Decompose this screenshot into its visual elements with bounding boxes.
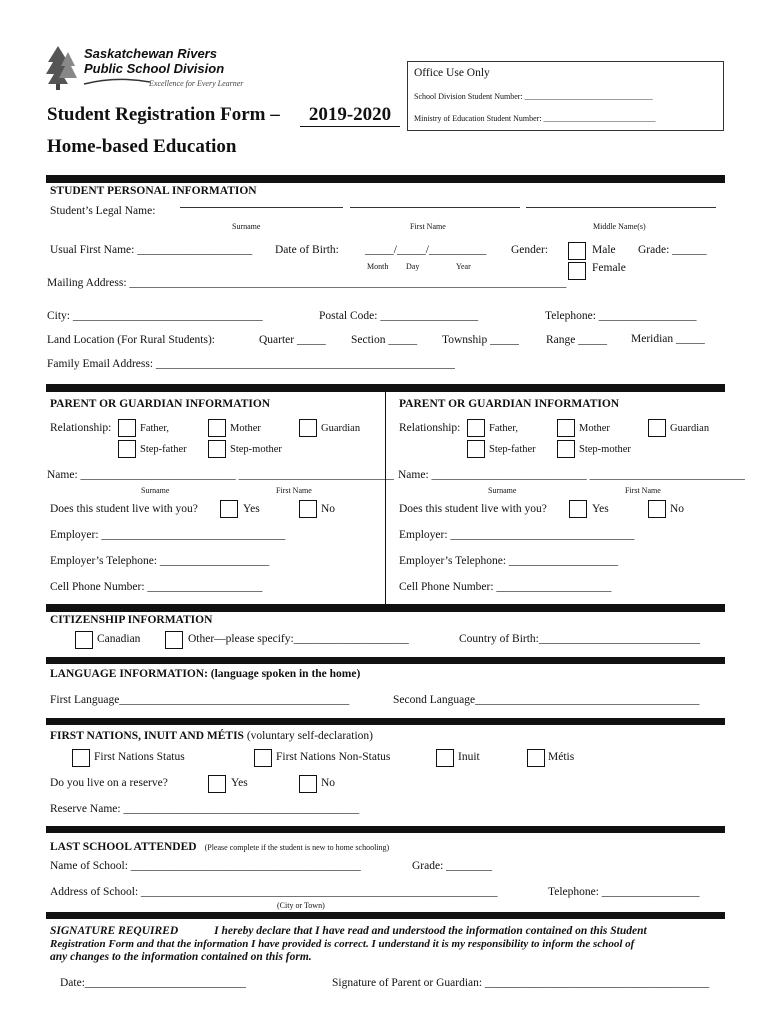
language-heading: LANGUAGE INFORMATION: (language spoken in the home) — [50, 668, 361, 680]
section-divider — [46, 718, 725, 725]
logo-line-1: Saskatchewan Rivers — [84, 46, 217, 61]
other-citizenship-checkbox[interactable] — [165, 631, 183, 649]
range-field[interactable]: Range _____ — [546, 334, 608, 346]
fn-non-status-checkbox[interactable] — [254, 749, 272, 767]
usual-first-name-field[interactable]: Usual First Name: ____________________ — [50, 244, 253, 256]
parent-1-lives-with-label: Does this student live with you? — [50, 503, 198, 515]
grade-field[interactable]: Grade: ______ — [638, 244, 707, 256]
school-division-number-field[interactable]: School Division Student Number: ________________________________ — [414, 92, 653, 101]
dob-field[interactable]: _____/_____/__________ — [365, 244, 487, 256]
first-language-field[interactable]: First Language________________________________________ — [50, 694, 350, 706]
parent-2-surname-caption: Surname — [488, 486, 517, 495]
parent-2-guardian-checkbox[interactable] — [648, 419, 666, 437]
reserve-yes-checkbox[interactable] — [208, 775, 226, 793]
declaration-line-1: I hereby declare that I have read and understood the information contained on this Student — [214, 925, 647, 937]
office-use-title: Office Use Only — [414, 67, 490, 79]
reserve-question: Do you live on a reserve? — [50, 777, 168, 789]
section-divider — [46, 175, 725, 183]
parent-1-father-label: Father, — [140, 423, 170, 434]
township-field[interactable]: Township _____ — [442, 334, 519, 346]
parent-1-employer-phone-field[interactable]: Employer’s Telephone: ___________________ — [50, 555, 270, 567]
parent-2-guardian-label: Guardian — [670, 423, 710, 434]
parent-2-yes-label: Yes — [592, 503, 609, 515]
postal-code-field[interactable]: Postal Code: _________________ — [319, 310, 479, 322]
parent-2-father-label: Father, — [489, 423, 519, 434]
parent-2-yes-checkbox[interactable] — [569, 500, 587, 518]
parent-1-yes-label: Yes — [243, 503, 260, 515]
first-name-caption: First Name — [410, 222, 446, 231]
parent-1-stepfather-label: Step-father — [140, 444, 187, 455]
reserve-yes-label: Yes — [231, 777, 248, 789]
quarter-field[interactable]: Quarter _____ — [259, 334, 326, 346]
ministry-number-field[interactable]: Ministry of Education Student Number: ____________________________ — [414, 114, 656, 123]
fn-non-status-label: First Nations Non-Status — [276, 751, 391, 763]
city-town-caption: (City or Town) — [277, 901, 325, 910]
personal-heading: STUDENT PERSONAL INFORMATION — [50, 185, 257, 197]
parent-1-employer-field[interactable]: Employer: ________________________________ — [50, 529, 286, 541]
parent-1-stepfather-checkbox[interactable] — [118, 440, 136, 458]
section-field[interactable]: Section _____ — [351, 334, 418, 346]
fnim-heading: FIRST NATIONS, INUIT AND MÉTIS — [50, 730, 244, 742]
school-address-field[interactable]: Address of School: ______________________________________________________________ — [50, 886, 498, 898]
office-use-box — [407, 61, 724, 131]
form-subtitle: Home-based Education — [47, 136, 237, 157]
parent-1-heading: PARENT OR GUARDIAN INFORMATION — [50, 398, 271, 410]
parent-1-mother-checkbox[interactable] — [208, 419, 226, 437]
parent-1-no-checkbox[interactable] — [299, 500, 317, 518]
section-divider — [46, 384, 725, 392]
school-telephone-field[interactable]: Telephone: _________________ — [548, 886, 700, 898]
legal-name-label: Student’s Legal Name: — [50, 205, 156, 217]
city-field[interactable]: City: _________________________________ — [47, 310, 263, 322]
parent-2-relationship-label: Relationship: — [399, 422, 461, 434]
declaration-line-3: any changes to the information contained on this form. — [50, 951, 312, 963]
month-caption: Month — [367, 262, 389, 271]
parent-1-guardian-label: Guardian — [321, 423, 361, 434]
parent-2-stepmother-label: Step-mother — [579, 444, 631, 455]
middle-name-caption: Middle Name(s) — [593, 222, 646, 231]
section-divider — [46, 912, 725, 919]
logo-tagline: Excellence for Every Learner — [149, 79, 244, 88]
male-checkbox[interactable] — [568, 242, 586, 260]
fnim-heading-note: (voluntary self-declaration) — [243, 730, 373, 742]
last-school-heading-row — [50, 837, 389, 855]
parent-1-stepmother-checkbox[interactable] — [208, 440, 226, 458]
telephone-field[interactable]: Telephone: _________________ — [545, 310, 697, 322]
form-year: 2019-2020 — [300, 104, 400, 127]
parent-2-no-checkbox[interactable] — [648, 500, 666, 518]
parent-1-relationship-label: Relationship: — [50, 422, 112, 434]
section-divider — [46, 657, 725, 664]
parent-1-name-field[interactable]: Name: ___________________________ ___________________________ — [47, 469, 394, 481]
parent-1-guardian-checkbox[interactable] — [299, 419, 317, 437]
family-email-field[interactable]: Family Email Address: ____________________________________________________ — [47, 358, 455, 370]
parent-2-mother-label: Mother — [579, 423, 610, 434]
parent-2-lives-with-label: Does this student live with you? — [399, 503, 547, 515]
form-title: Student Registration Form – — [47, 104, 280, 125]
parent-1-no-label: No — [321, 503, 336, 515]
logo-line-2: Public School Division — [84, 61, 225, 76]
date-field[interactable]: Date:____________________________ — [60, 977, 246, 989]
meridian-field[interactable]: Meridian _____ — [631, 333, 705, 345]
female-checkbox[interactable] — [568, 262, 586, 280]
parent-2-stepfather-checkbox[interactable] — [467, 440, 485, 458]
dob-label: Date of Birth: — [275, 244, 339, 256]
school-grade-field[interactable]: Grade: ________ — [412, 860, 493, 872]
canadian-label: Canadian — [97, 633, 141, 645]
fn-status-label: First Nations Status — [94, 751, 185, 763]
swoosh-icon — [82, 78, 152, 86]
parent-2-stepmother-checkbox[interactable] — [557, 440, 575, 458]
female-label: Female — [592, 262, 626, 274]
parent-1-yes-checkbox[interactable] — [220, 500, 238, 518]
other-citizenship-field[interactable]: Other—please specify:____________________ — [188, 633, 409, 645]
declaration-line-2: Registration Form and that the information I have provided is correct. I understand it is my responsibility to inform the school of — [50, 938, 635, 950]
fn-status-checkbox[interactable] — [72, 749, 90, 767]
school-name-field[interactable]: Name of School: ________________________________________ — [50, 860, 361, 872]
gender-label: Gender: — [511, 244, 549, 256]
inuit-label: Inuit — [458, 751, 480, 763]
metis-checkbox[interactable] — [527, 749, 545, 767]
parent-1-father-checkbox[interactable] — [118, 419, 136, 437]
column-divider — [385, 392, 386, 604]
parent-2-heading: PARENT OR GUARDIAN INFORMATION — [399, 398, 620, 410]
reserve-no-label: No — [321, 777, 336, 789]
section-divider — [46, 826, 725, 833]
land-location-label: Land Location (For Rural Students): — [47, 334, 215, 346]
second-language-field[interactable]: Second Language_______________________________________ — [393, 694, 700, 706]
parent-2-employer-field[interactable]: Employer: ________________________________ — [399, 529, 635, 541]
male-label: Male — [592, 244, 616, 256]
reserve-no-checkbox[interactable] — [299, 775, 317, 793]
parent-1-cell-field[interactable]: Cell Phone Number: ____________________ — [50, 581, 263, 593]
surname-caption: Surname — [232, 222, 261, 231]
tree-icon — [44, 44, 80, 90]
parent-2-cell-field[interactable]: Cell Phone Number: ____________________ — [399, 581, 612, 593]
parent-2-employer-phone-field[interactable]: Employer’s Telephone: ___________________ — [399, 555, 619, 567]
parent-1-stepmother-label: Step-mother — [230, 444, 282, 455]
declaration-row — [50, 925, 730, 938]
parent-2-mother-checkbox[interactable] — [557, 419, 575, 437]
surname-field[interactable] — [180, 207, 343, 208]
parent-2-father-checkbox[interactable] — [467, 419, 485, 437]
year-caption: Year — [456, 262, 471, 271]
inuit-checkbox[interactable] — [436, 749, 454, 767]
parent-2-no-label: No — [670, 503, 685, 515]
parent-1-first-name-caption: First Name — [276, 486, 312, 495]
parent-1-surname-caption: Surname — [141, 486, 170, 495]
canadian-checkbox[interactable] — [75, 631, 93, 649]
signature-heading: SIGNATURE REQUIRED — [50, 925, 179, 937]
middle-name-field[interactable] — [526, 207, 716, 208]
parent-2-name-field[interactable]: Name: ___________________________ ___________________________ — [398, 469, 745, 481]
signature-field[interactable]: Signature of Parent or Guardian: _______________________________________ — [332, 977, 710, 989]
logo — [44, 44, 254, 94]
section-divider — [46, 604, 725, 612]
parent-2-stepfather-label: Step-father — [489, 444, 536, 455]
last-school-note: (Please complete if the student is new to home schooling) — [204, 843, 390, 852]
day-caption: Day — [406, 262, 420, 271]
mailing-address-field[interactable]: Mailing Address: ____________________________________________________________________________ — [47, 277, 567, 289]
citizenship-heading: CITIZENSHIP INFORMATION — [50, 614, 213, 626]
parent-2-first-name-caption: First Name — [625, 486, 661, 495]
parent-1-mother-label: Mother — [230, 423, 261, 434]
metis-label: Métis — [548, 751, 575, 763]
fnim-heading-row — [50, 730, 373, 742]
first-name-field[interactable] — [350, 207, 520, 208]
country-of-birth-field[interactable]: Country of Birth:____________________________ — [459, 633, 700, 645]
reserve-name-field[interactable]: Reserve Name: _________________________________________ — [50, 803, 360, 815]
last-school-heading: LAST SCHOOL ATTENDED — [50, 841, 197, 853]
